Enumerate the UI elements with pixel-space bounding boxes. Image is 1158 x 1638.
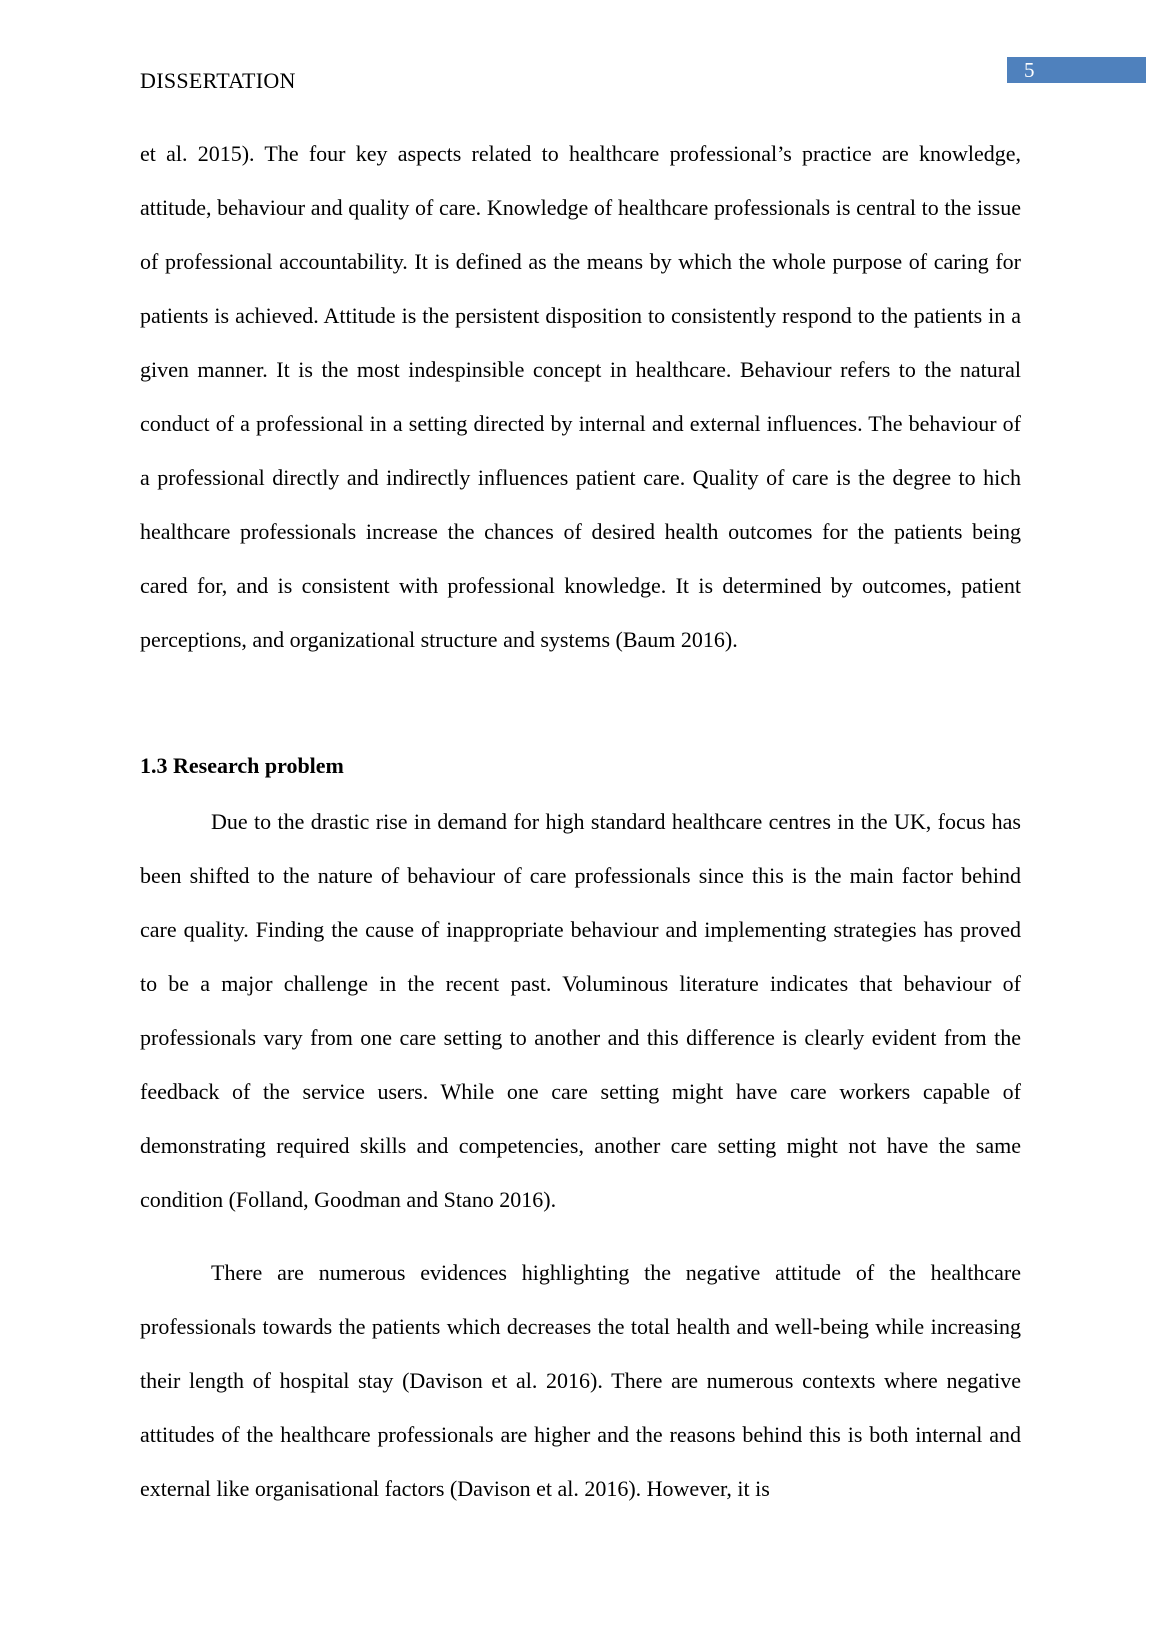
paragraph-2: Due to the drastic rise in demand for high standard healthcare centres in the UK, focus has been shifted to the nature of behaviour of care professionals since this is the main factor behind care quality. Finding the cause of inappropriate behaviour and implementing strategies has proved to be a major challenge in the recent past. Voluminous literature indicates that behaviour of professionals vary from one care setting to another and this difference is clearly evident from the feedback of the service users. While one care setting might have care workers capable of demonstrating required skills and competencies, another care setting might not have the same condition (Folland, Goodman and Stano 2016). bbox=[140, 809, 1021, 1212]
paragraph-1: et al. 2015). The four key aspects related to healthcare professional’s practice are knowledge, attitude, behaviour and quality of care. Knowledge of healthcare professionals is central to the issue of professional accountability. It is defined as the means by which the whole purpose of caring for patients is achieved. Attitude is the persistent disposition to consistently respond to the patients in a given manner. It is the most indespinsible concept in healthcare. Behaviour refers to the natural conduct of a professional in a setting directed by internal and external influences. The behaviour of a professional directly and indirectly influences patient care. Quality of care is the degree to hich healthcare professionals increase the chances of desired health outcomes for the patients being cared for, and is consistent with professional knowledge. It is determined by outcomes, patient perceptions, and organizational structure and systems (Baum 2016). bbox=[140, 141, 1021, 652]
section-heading: 1.3 Research problem bbox=[140, 753, 344, 778]
running-header: DISSERTATION bbox=[140, 68, 296, 93]
page-number: 5 bbox=[1024, 58, 1035, 82]
page-number-badge bbox=[1007, 57, 1146, 83]
paragraph-3: There are numerous evidences highlighting the negative attitude of the healthcare professionals towards the patients which decreases the total health and well-being while increasing their length of hospital stay (Davison et al. 2016). There are numerous contexts where negative attitudes of the healthcare professionals are higher and the reasons behind this is both internal and external like organisational factors (Davison et al. 2016). However, it is bbox=[140, 1260, 1021, 1501]
